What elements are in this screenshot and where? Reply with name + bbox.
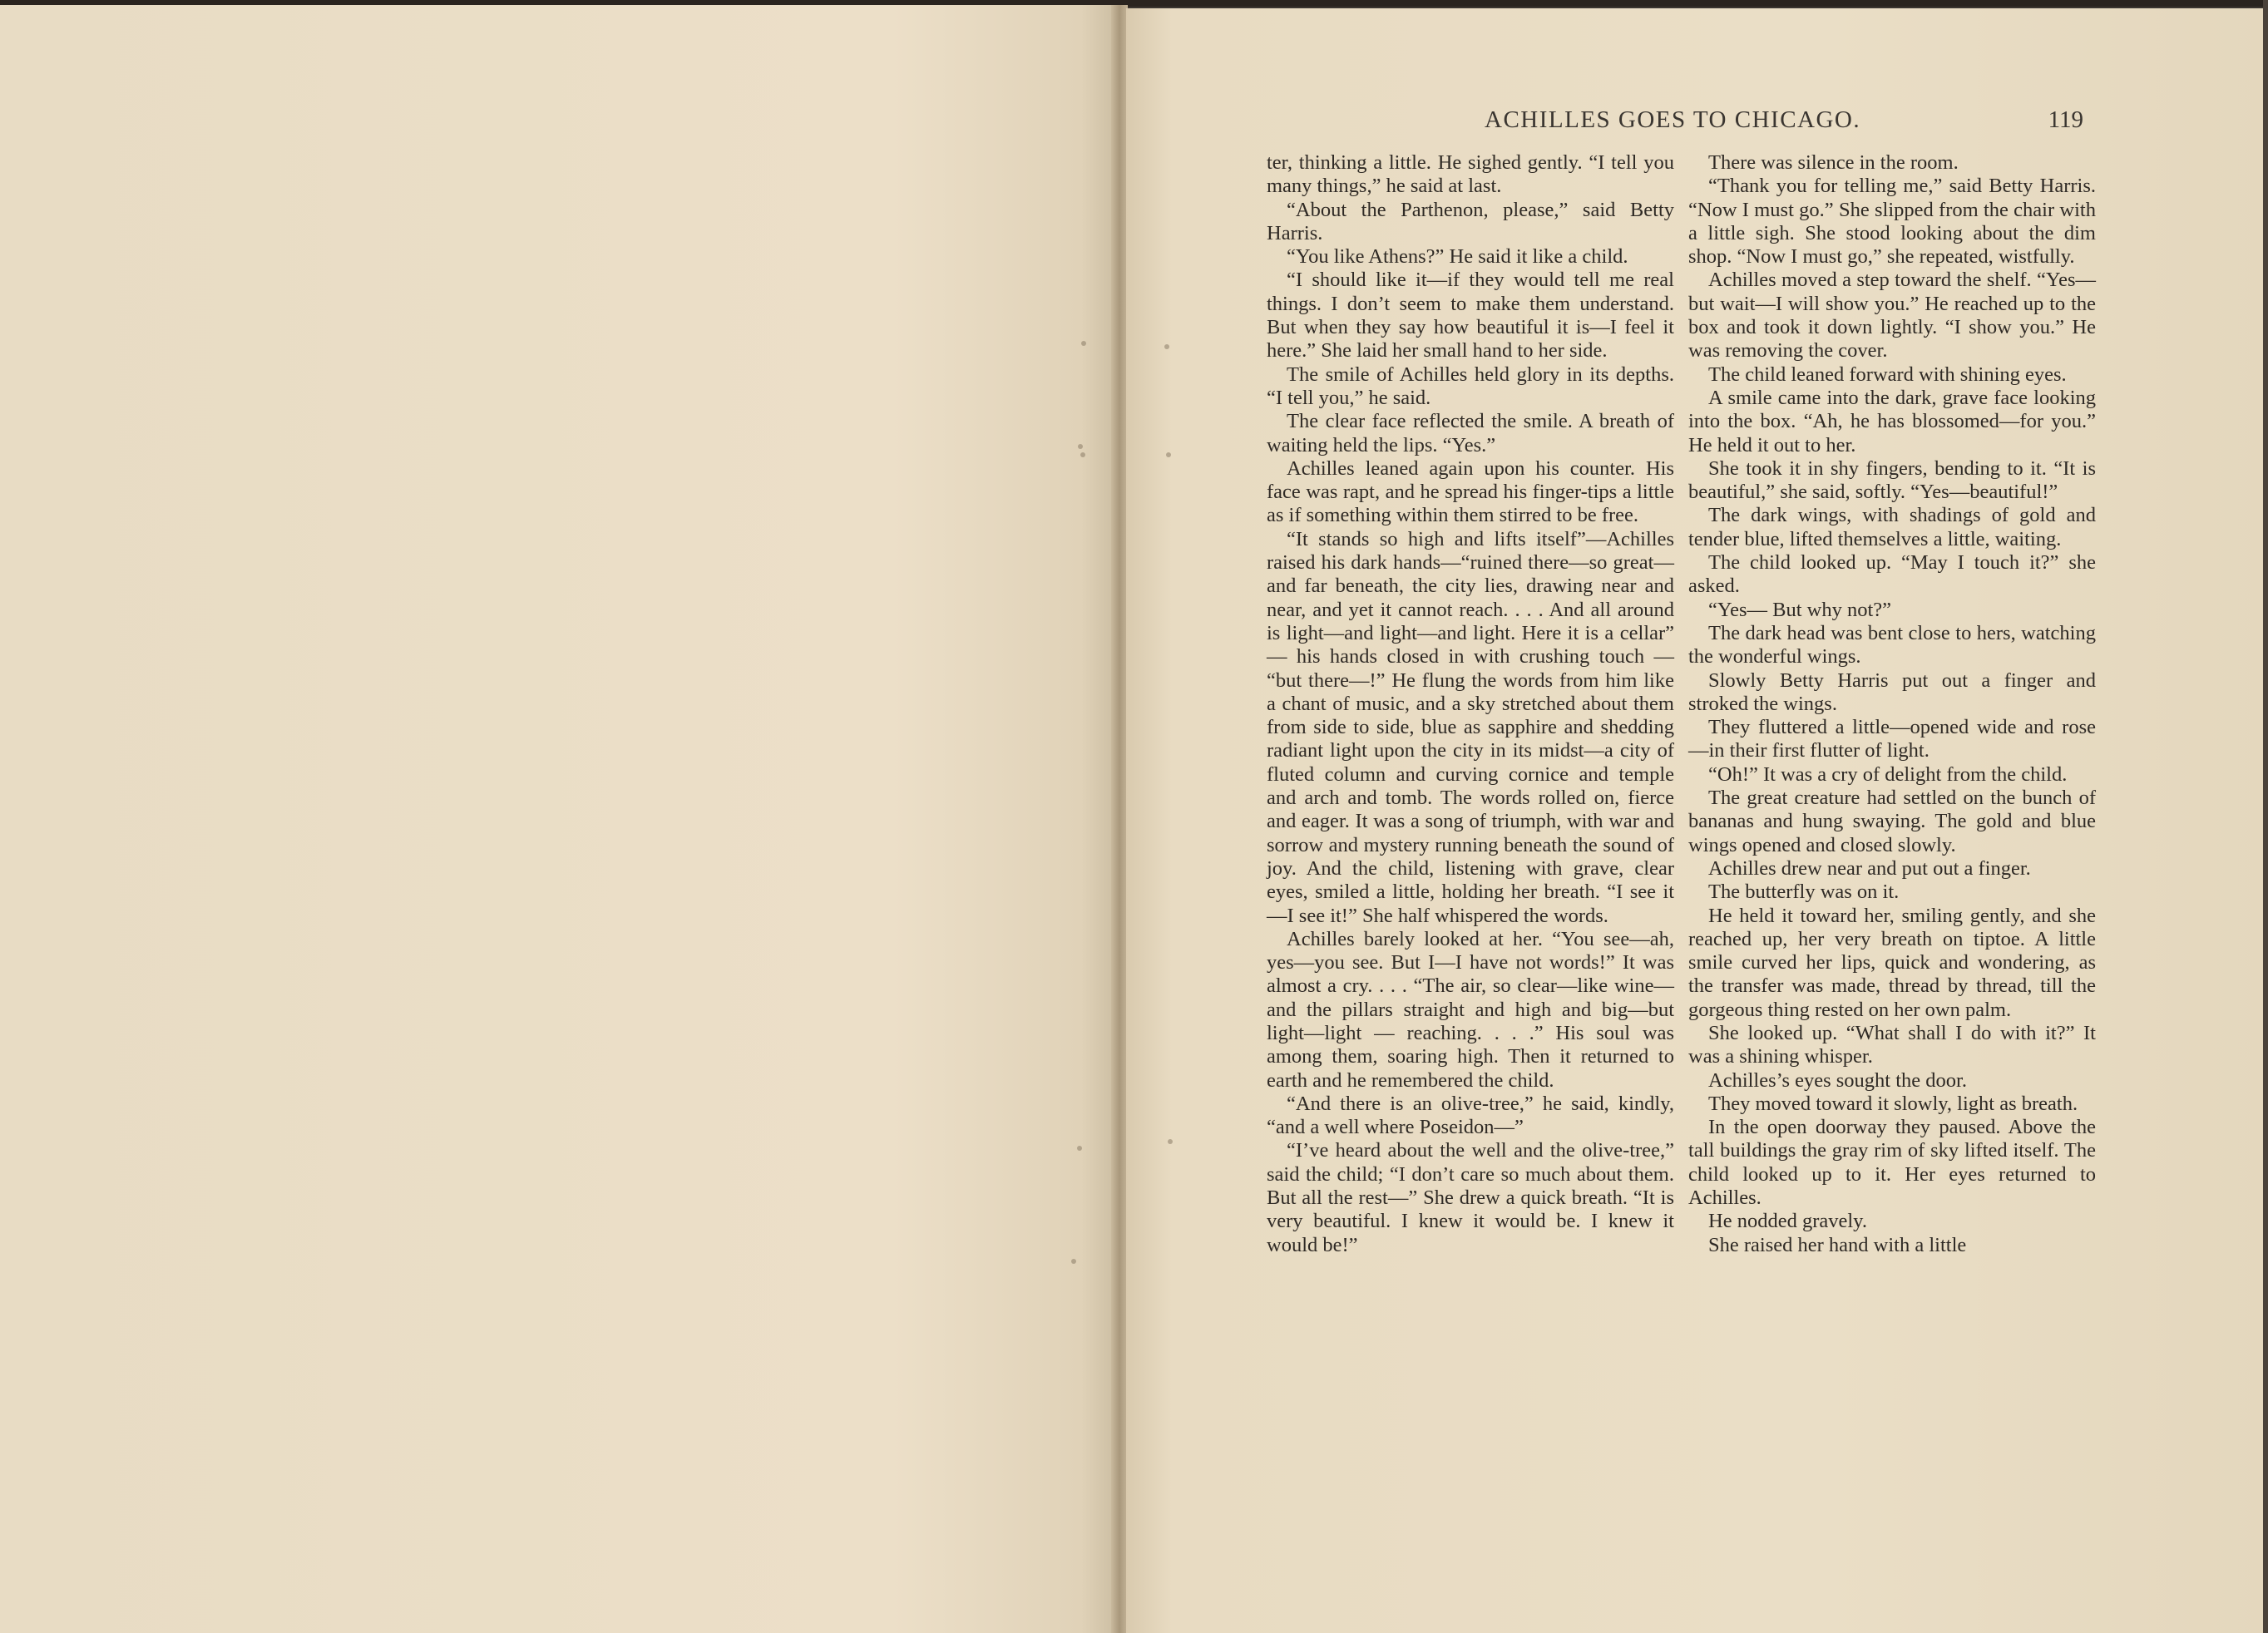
paragraph: ter, thinking a little. He sighed gently. “I tell you many things,” he said at last. xyxy=(1267,151,1674,198)
running-title: ACHILLES GOES TO CHICAGO. xyxy=(1485,106,1861,133)
paragraph: The smile of Achilles held glory in its depths. “I tell you,” he said. xyxy=(1267,363,1674,409)
paper-speck xyxy=(1078,444,1083,449)
paragraph: “I should like it—if they would tell me real things. I don’t seem to make them understand. But when they say how beautiful it is—I feel it here.” She laid her small hand to her side. xyxy=(1267,269,1674,363)
paper-speck xyxy=(1071,1259,1076,1264)
paragraph: Slowly Betty Harris put out a finger and stroked the wings. xyxy=(1688,668,2096,715)
text-column-right xyxy=(1688,151,2096,1257)
paragraph: The great creature had settled on the bunch of bananas and hung swaying. The gold and blue wings opened and closed slowly. xyxy=(1688,787,2096,856)
left-page-blank xyxy=(0,5,1114,1633)
paragraph: She took it in shy fingers, bending to it. “It is beautiful,” she said, softly. “Yes—beautiful!” xyxy=(1688,456,2096,504)
paragraph: Achilles leaned again upon his counter. His face was rapt, and he spread his finger-tips a little as if something within them stirred to be free. xyxy=(1267,456,1674,527)
paragraph: “Yes— But why not?” xyxy=(1708,598,1892,621)
paragraph: They fluttered a little—opened wide and rose—in their first flutter of light. xyxy=(1688,716,2096,762)
paragraph: Achilles’s eyes sought the door. xyxy=(1708,1068,1967,1092)
paper-speck xyxy=(1166,452,1171,457)
page-number: 119 xyxy=(2048,106,2083,133)
paragraph: He nodded gravely. xyxy=(1708,1210,1867,1233)
paragraph: “I’ve heard about the well and the olive-tree,” said the child; “I don’t care so much about them. But all the rest—” She drew a quick breath. “It is very beautiful. I knew it would be. I knew it would be!” xyxy=(1267,1139,1674,1256)
paragraph: The child leaned forward with shining eyes. xyxy=(1708,363,2067,386)
paragraph: “Thank you for telling me,” said Betty Harris. “Now I must go.” She slipped from the chair with a little sigh. She stood looking about the dim shop. “Now I must go,” she repeated, wistfully. xyxy=(1688,175,2096,269)
paper-speck xyxy=(1081,341,1086,346)
paper-speck xyxy=(1077,1146,1082,1151)
paragraph: “About the Parthenon, please,” said Betty Harris. xyxy=(1267,198,1674,244)
paragraph: The butterfly was on it. xyxy=(1708,881,1900,904)
paragraph: The clear face reflected the smile. A breath of waiting held the lips. “Yes.” xyxy=(1267,410,1674,456)
paragraph: “And there is an olive-tree,” he said, kindly, “and a well where Poseidon—” xyxy=(1267,1092,1674,1139)
paragraph: They moved toward it slowly, light as breath. xyxy=(1708,1092,2078,1115)
paragraph: “You like Athens?” He said it like a child. xyxy=(1287,245,1628,269)
paragraph: She looked up. “What shall I do with it?” It was a shining whisper. xyxy=(1688,1021,2096,1068)
paper-speck xyxy=(1164,344,1169,349)
paragraph: Achilles drew near and put out a finger. xyxy=(1708,856,2031,880)
paper-speck xyxy=(1168,1139,1173,1144)
paragraph: “Oh!” It was a cry of delight from the child. xyxy=(1708,762,2068,786)
paragraph: The child looked up. “May I touch it?” she asked. xyxy=(1688,551,2096,598)
paragraph: Achilles moved a step toward the shelf. “Yes—but wait—I will show you.” He reached up to the box and took it down lightly. “I show you.” He was removing the cover. xyxy=(1688,269,2096,363)
book-gutter xyxy=(1111,5,1128,1633)
paragraph: The dark wings, with shadings of gold and tender blue, lifted themselves a little, waiting. xyxy=(1688,504,2096,550)
paragraph: There was silence in the room. xyxy=(1708,151,1959,174)
paragraph: A smile came into the dark, grave face looking into the box. “Ah, he has blossomed—for you.” He held it out to her. xyxy=(1688,386,2096,456)
text-column-left xyxy=(1267,151,1674,1257)
paragraph: He held it toward her, smiling gently, and she reached up, her very breath on tiptoe. A little smile curved her lips, quick and wondering, as the transfer was made, thread by thread, till the gorgeous thing rested on her own palm. xyxy=(1688,904,2096,1021)
paragraph: She raised her hand with a little xyxy=(1708,1233,1967,1256)
paragraph: In the open doorway they paused. Above the tall buildings the gray rim of sky lifted itself. The child looked up to it. Her eyes returned to Achilles. xyxy=(1688,1116,2096,1210)
paragraph: Achilles barely looked at her. “You see—ah, yes—you see. But I—I have not words!” It was almost a cry. . . . “The air, so clear—like wine—and the pillars straight and high and big—but light—light — reaching. . . .” His soul was among them, soaring high. Then it returned to earth and he remembered the child. xyxy=(1267,927,1674,1092)
paragraph: The dark head was bent close to hers, watching the wonderful wings. xyxy=(1688,621,2096,668)
book-right-edge xyxy=(2263,0,2268,1633)
paper-speck xyxy=(1080,452,1085,457)
paragraph: “It stands so high and lifts itself”—Achilles raised his dark hands—“ruined there—so great—and far beneath, the city lies, drawing near and near, and yet it cannot reach. . . . And all around is light—and light—and light. Here it is a cellar” — his hands closed in with crushing touch — “but there—!” He flung the words from him like a chant of music, and a sky stretched about them from side to side, blue as sapphire and shedding radiant light upon the city in its midst—a city of fluted column and curving cornice and temple and arch and tomb. The words rolled on, fierce and eager. It was a song of triumph, with war and sorrow and mystery running beneath the sound of joy. And the child, listening with grave, clear eyes, smiled a little, holding her breath. “I see it—I see it!” She half whispered the words. xyxy=(1267,527,1674,927)
